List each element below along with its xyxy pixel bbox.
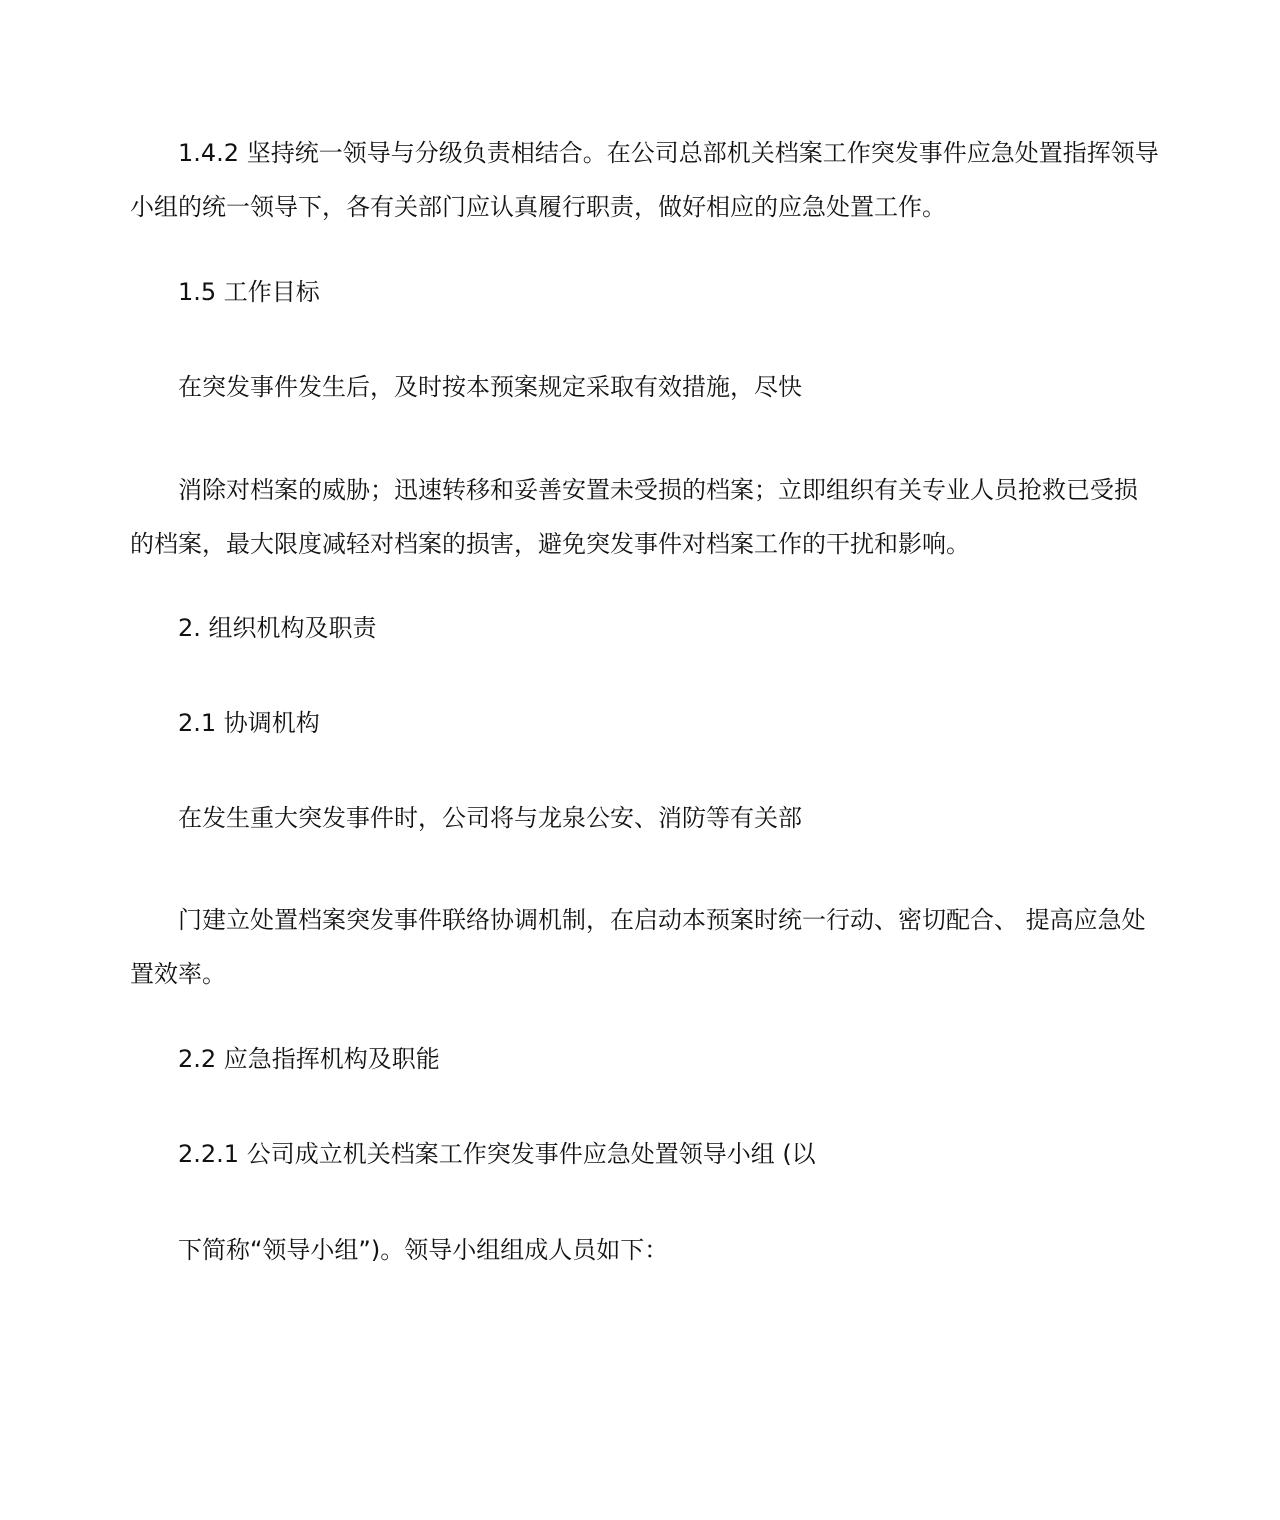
heading-2: 2. 组织机构及职责 (178, 614, 377, 642)
paragraph-1-4-2: 1.4.2 坚持统一领导与分级负责相结合。在公司总部机关档案工作突发事件应急处置指挥领导小组的统一领导下，各有关部门应认真履行职责，做好相应的应急处置工作。 (130, 139, 1159, 221)
heading-2-2: 2.2 应急指挥机构及职能 (178, 1045, 440, 1073)
paragraph-goal-line-1: 在突发事件发生后，及时按本预案规定采取有效措施，尽快 (178, 373, 802, 401)
heading-2-1: 2.1 协调机构 (178, 709, 320, 737)
paragraph-goal-line-2: 消除对档案的威胁；迅速转移和妥善安置未受损的档案；立即组织有关专业人员抢救已受损的档案，最大限度减轻对档案的损害，避免突发事件对档案工作的干扰和影响。 (130, 476, 1138, 558)
heading-1-5: 1.5 工作目标 (178, 278, 320, 306)
paragraph-2-2-1-line-2: 下简称“领导小组”)。领导小组组成人员如下： (178, 1236, 669, 1264)
paragraph-coordination-line-1: 在发生重大突发事件时，公司将与龙泉公安、消防等有关部 (178, 804, 802, 832)
paragraph-2-2-1-line-1: 2.2.1 公司成立机关档案工作突发事件应急处置领导小组 (以 (178, 1140, 816, 1168)
paragraph-coordination-line-2: 门建立处置档案突发事件联络协调机制，在启动本预案时统一行动、密切配合、 提高应急处置效率。 (130, 906, 1146, 988)
